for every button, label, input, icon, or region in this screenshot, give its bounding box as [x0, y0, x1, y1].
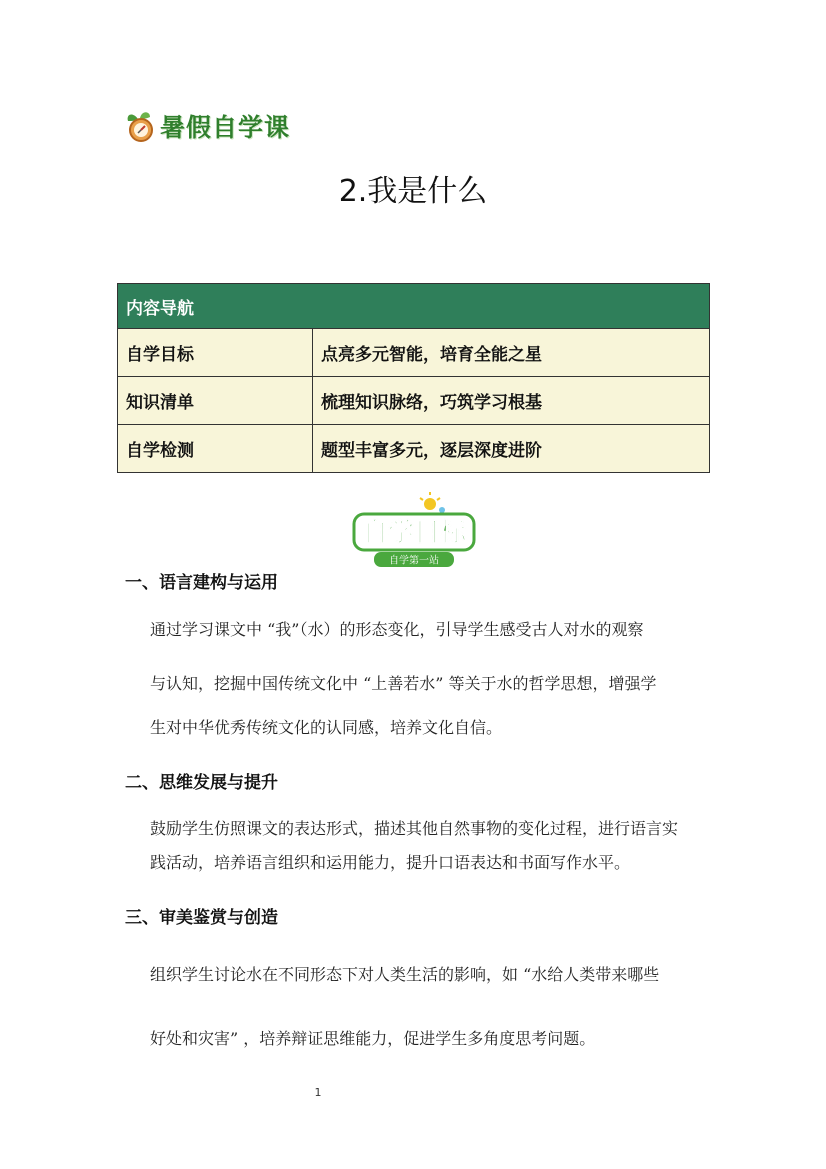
badge-sub-text: 自学第一站 [389, 555, 439, 567]
row-value: 梳理知识脉络，巧筑学习根基 [313, 377, 710, 425]
compass-leaf-icon [124, 109, 158, 143]
table-row [118, 425, 710, 473]
section-heading: 二、思维发展与提升 [125, 773, 278, 793]
paragraph-line: 鼓励学生仿照课文的表达形式，描述其他自然事物的变化过程，进行语言实 [150, 819, 679, 838]
row-label: 知识清单 [118, 377, 313, 425]
paragraph-line: 通过学习课文中 “我”（水）的形态变化，引导学生感受古人对水的观察 [150, 620, 644, 639]
page-number: 1 [314, 1086, 322, 1099]
table-row [118, 377, 710, 425]
table-row [118, 329, 710, 377]
brand-text: 暑假自学课 [160, 113, 291, 142]
content-navigation-table [117, 283, 710, 473]
table-header-row [118, 284, 710, 329]
paragraph-line: 与认知，挖掘中国传统文化中 “上善若水” 等关于水的哲学思想，增强学 [150, 674, 657, 693]
row-value: 点亮多元智能，培育全能之星 [313, 329, 710, 377]
paragraph-line: 生对中华优秀传统文化的认同感，培养文化自信。 [150, 718, 503, 737]
document-title: 2.我是什么 [338, 174, 488, 209]
paragraph-line: 组织学生讨论水在不同形态下对人类生活的影响，如 “水给人类带来哪些 [150, 965, 660, 984]
section-heading: 三、审美鉴赏与创造 [125, 908, 278, 928]
self-study-goal-badge [348, 490, 480, 572]
table-header: 内容导航 [118, 284, 710, 329]
row-label: 自学目标 [118, 329, 313, 377]
badge-main-text: 自学目标 [361, 518, 467, 548]
brand-header [124, 108, 290, 144]
section-heading: 一、语言建构与运用 [125, 573, 278, 593]
paragraph-line: 践活动，培养语言组织和运用能力，提升口语表达和书面写作水平。 [150, 853, 631, 872]
row-value: 题型丰富多元，逐层深度进阶 [313, 425, 710, 473]
row-label: 自学检测 [118, 425, 313, 473]
paragraph-line: 好处和灾害” ，培养辩证思维能力，促进学生多角度思考问题。 [150, 1029, 596, 1048]
sun-icon [420, 492, 445, 513]
